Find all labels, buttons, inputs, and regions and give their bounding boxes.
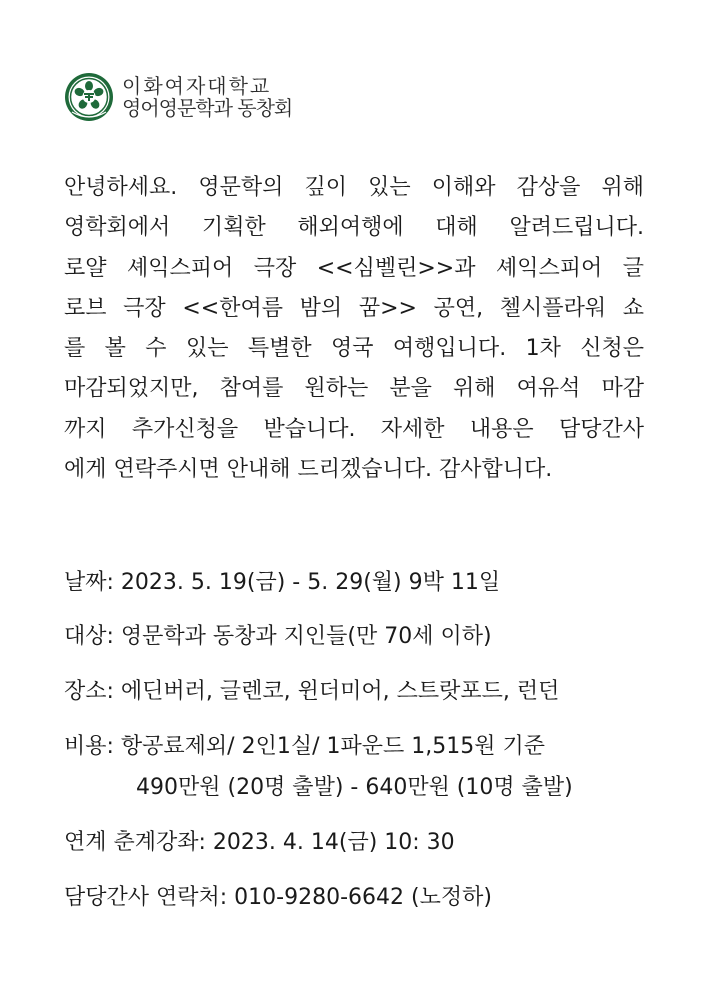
ewha-emblem-icon: [64, 72, 114, 122]
target-row: [64, 622, 492, 652]
intro-line: 까지 추가신청을 받습니다. 자세한 내용은 담당간사: [64, 416, 644, 442]
cost-row-continued: [136, 773, 573, 803]
place-label: 장소:: [64, 679, 121, 704]
cost-value-2: 490만원 (20명 출발) - 640만원 (10명 출발): [136, 775, 573, 800]
intro-line: 영학회에서 기획한 해외여행에 대해 알려드립니다.: [64, 215, 644, 241]
target-value: 영문학과 동창과 지인들(만 70세 이하): [120, 624, 492, 649]
lecture-label: 연계 춘계강좌:: [64, 830, 213, 855]
intro-line: 마감되었지만, 참여를 원하는 분을 위해 여유석 마감: [64, 376, 644, 402]
place-value: 에딘버러, 글렌코, 윈더미어, 스트랏포드, 런던: [120, 679, 560, 704]
intro-line: 안녕하세요. 영문학의 깊이 있는 이해와 감상을 위해: [64, 175, 644, 200]
date-row: [64, 568, 500, 598]
department-name: 영어영문학과 동창회: [122, 96, 293, 120]
university-name: 이화여자대학교: [122, 74, 272, 98]
place-row: [64, 677, 559, 707]
cost-value: 항공료제외/ 2인1실/ 1파운드 1,515원 기준: [120, 734, 545, 759]
intro-line: 에게 연락주시면 안내해 드리겠습니다. 감사합니다.: [64, 457, 553, 483]
cost-label: 비용:: [64, 734, 121, 759]
contact-value: 010-9280-6642 (노정하): [234, 885, 492, 910]
date-label: 날짜:: [64, 570, 121, 595]
intro-line: 를 볼 수 있는 특별한 영국 여행입니다. 1차 신청은: [64, 336, 644, 362]
header-text: [122, 75, 292, 119]
contact-label: 담당간사 연락처:: [64, 885, 235, 910]
lecture-row: [64, 828, 455, 858]
contact-row: [64, 883, 492, 913]
intro-paragraph: [64, 168, 644, 490]
header: [64, 72, 292, 122]
cost-row: [64, 732, 545, 762]
intro-line: 로브 극장 <<한여름 밤의 꿈>> 공연, 첼시플라워 쇼: [64, 295, 644, 321]
lecture-value: 2023. 4. 14(금) 10: 30: [212, 830, 455, 855]
target-label: 대상:: [64, 624, 121, 649]
date-value: 2023. 5. 19(금) - 5. 29(월) 9박 11일: [120, 570, 501, 595]
intro-line: 로얄 셰익스피어 극장 <<심벨린>>과 셰익스피어 글: [64, 255, 644, 281]
